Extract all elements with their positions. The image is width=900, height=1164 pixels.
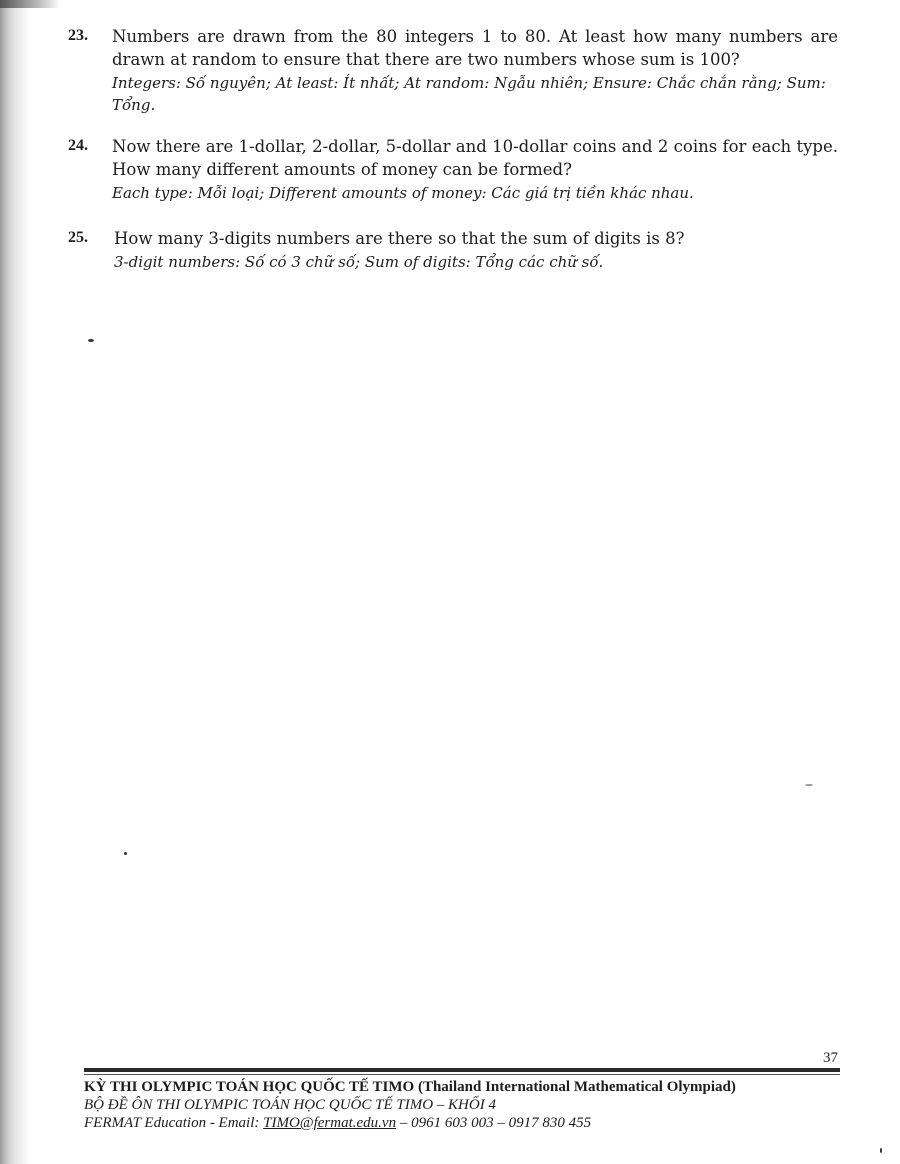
footer-phone-numbers: – 0961 603 003 – 0917 830 455	[396, 1115, 592, 1131]
vocabulary-gloss: 3-digit numbers: Số có 3 chữ số; Sum of digits: Tổng các chữ số.	[114, 253, 604, 271]
question-24	[68, 135, 838, 204]
question-23	[68, 25, 838, 116]
question-text: How many 3-digits numbers are there so that the sum of digits is 8?	[114, 229, 685, 248]
scan-speck	[88, 339, 94, 342]
footer-subtitle: BỘ ĐỀ ÔN THI OLYMPIC TOÁN HỌC QUỐC TẾ TIMO – KHỐI 4	[84, 1097, 496, 1113]
vocabulary-gloss: Integers: Số nguyên; At least: Ít nhất; At random: Ngẫu nhiên; Ensure: Chắc chắn rằng; Sum: Tổng.	[112, 74, 826, 114]
question-number: 24.	[68, 137, 88, 154]
scan-speck	[805, 784, 813, 786]
question-text: Numbers are drawn from the 80 integers 1 to 80. At least how many numbers are drawn at random to ensure that there are two numbers whose sum is 100?	[112, 27, 838, 69]
question-text: Now there are 1-dollar, 2-dollar, 5-dollar and 10-dollar coins and 2 coins for each type. How many different amounts of money can be formed?	[112, 137, 838, 179]
footer-divider	[84, 1068, 840, 1072]
scan-speck	[124, 852, 127, 855]
page-number: 37	[823, 1050, 838, 1066]
footer-contact	[84, 1114, 844, 1132]
question-number: 25.	[68, 229, 88, 246]
page-footer	[84, 1078, 844, 1132]
scan-shadow-top	[0, 0, 60, 8]
question-25	[68, 227, 838, 273]
question-number: 23.	[68, 27, 88, 44]
footer-divider-thin	[84, 1074, 840, 1075]
footer-email-link[interactable]: TIMO@fermat.edu.vn	[263, 1115, 397, 1131]
scan-shadow-left	[0, 0, 30, 1164]
footer-title: KỲ THI OLYMPIC TOÁN HỌC QUỐC TẾ TIMO (Thailand International Mathematical Olympiad)	[84, 1079, 736, 1095]
vocabulary-gloss: Each type: Mỗi loại; Different amounts of money: Các giá trị tiền khác nhau.	[112, 184, 694, 202]
scan-speck	[880, 1148, 882, 1153]
footer-contact-prefix: FERMAT Education - Email:	[84, 1115, 264, 1131]
